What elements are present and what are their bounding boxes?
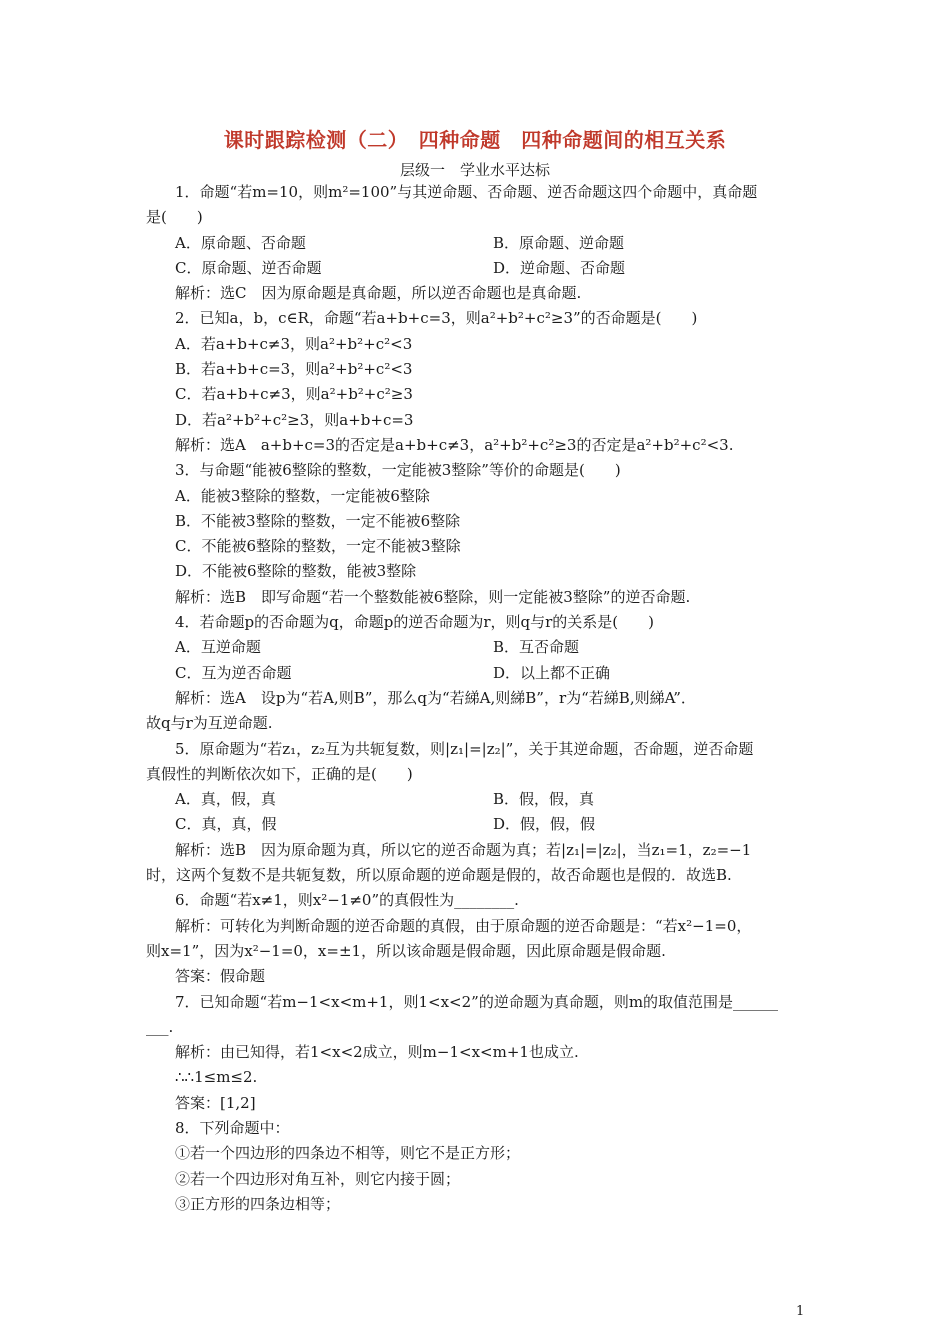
page-title: 课时跟踪检测（二） 四种命题 四种命题间的相互关系 (223, 128, 727, 152)
q4-options-ab (146, 635, 810, 660)
q3-option-b: B．不能被3整除的整数，一定不能被6整除 (175, 511, 461, 530)
q6-answer: 答案：假命题 (175, 967, 266, 986)
q1-option-d: D．逆命题、否命题 (493, 258, 626, 277)
q2-option-d: D．若a²+b²+c²≥3，则a+b+c=3 (175, 410, 414, 429)
q7-stem-line1: 7．已知命题“若m−1<x<m+1，则1<x<2”的逆命题为真命题，则m的取值范围是______ (175, 992, 779, 1011)
q3-option-c: C．不能被6整除的整数，一定不能被3整除 (175, 537, 461, 556)
q6-stem: 6．命题“若x≠1，则x²−1≠0”的真假性为________. (175, 891, 519, 910)
q5-option-c: C．真，真，假 (175, 815, 277, 834)
exercise-content (146, 180, 810, 1217)
q4-option-c: C．互为逆否命题 (175, 663, 292, 682)
q7-solution-line1: 解析：由已知得，若1<x<2成立，则m−1<x<m+1也成立. (175, 1043, 579, 1062)
q4-solution-line1: 解析：选A 设p为“若A,则B”，那么q为“若綈A,则綈B”，r为“若綈B,则綈A”． (175, 688, 696, 707)
q6-solution-line1: 解析：可转化为判断命题的逆否命题的真假，由于原命题的逆否命题是：“若x²−1=0， (175, 916, 752, 935)
q3-stem: 3．与命题“能被6整除的整数，一定能被3整除”等价的命题是( ) (175, 461, 621, 480)
q1-stem-line1: 1．命题“若m=10，则m²=100”与其逆命题、否命题、逆否命题这四个命题中，真命题 (175, 183, 758, 201)
q1-options-ab (146, 231, 810, 256)
q2-option-a: A．若a+b+c≠3，则a²+b²+c²<3 (175, 334, 413, 353)
q5-stem-line1: 5．原命题为“若z₁，z₂互为共轭复数，则|z₁|=|z₂|”，关于其逆命题，否命题，逆否命题 (175, 739, 754, 758)
q5-option-a: A．真，假，真 (175, 790, 276, 809)
q2-option-c: C．若a+b+c≠3，则a²+b²+c²≥3 (175, 385, 413, 404)
q1-option-b: B．原命题、逆命题 (493, 233, 625, 252)
q4-solution-line2: 故q与r为互逆命题. (146, 714, 273, 733)
q8-stem: 8．下列命题中： (175, 1118, 290, 1137)
q7-answer: 答案：[1,2] (175, 1093, 256, 1112)
q1-options-cd (146, 256, 810, 281)
q4-stem: 4．若命题p的否命题为q，命题p的逆否命题为r，则q与r的关系是( ) (175, 613, 654, 632)
q5-stem-line2: 真假性的判断依次如下，正确的是( ) (146, 764, 413, 783)
q8-item-1: ①若一个四边形的四条边不相等，则它不是正方形； (175, 1144, 521, 1163)
q8-item-2: ②若一个四边形对角互补，则它内接于圆； (175, 1169, 461, 1188)
q8-item-3: ③正方形的四条边相等； (175, 1194, 341, 1213)
q5-option-d: D．假，假，假 (493, 815, 596, 834)
q4-option-d: D．以上都不正确 (493, 663, 611, 682)
q7-solution-line2: ∴∴1≤m≤2. (175, 1068, 258, 1087)
q2-option-b: B．若a+b+c=3，则a²+b²+c²<3 (175, 360, 413, 379)
q3-option-d: D．不能被6整除的整数，能被3整除 (175, 562, 417, 581)
q5-options-ab (146, 787, 810, 812)
q1-stem-line2: 是( ) (146, 208, 203, 227)
q5-solution-line1: 解析：选B 因为原命题为真，所以它的逆否命题为真；若|z₁|=|z₂|，当z₁=1，z₂=−1 (175, 840, 752, 859)
q1-solution: 解析：选C 因为原命题是真命题，所以逆否命题也是真命题. (175, 284, 582, 303)
q2-stem: 2．已知a，b，c∈R，命题“若a+b+c=3，则a²+b²+c²≥3”的否命题是( ) (175, 309, 698, 328)
q6-solution-line2: 则x=1”，因为x²−1=0，x=±1，所以该命题是假命题，因此原命题是假命题. (146, 941, 666, 960)
page-number: 1 (796, 1304, 805, 1319)
q5-option-b: B．假，假，真 (493, 790, 595, 809)
q5-options-cd (146, 812, 810, 837)
q2-solution: 解析：选A a+b+c=3的否定是a+b+c≠3，a²+b²+c²≥3的否定是a²+b²+c²<3. (175, 435, 734, 454)
q1-option-c: C．原命题、逆否命题 (175, 258, 322, 277)
q4-option-a: A．互逆命题 (175, 638, 261, 657)
q1-option-a: A．原命题、否命题 (175, 233, 306, 252)
section-subtitle: 层级一 学业水平达标 (399, 161, 550, 179)
q4-options-cd (146, 661, 810, 686)
q7-stem-line2: ___. (146, 1017, 174, 1036)
q3-solution: 解析：选B 即写命题“若一个整数能被6整除，则一定能被3整除”的逆否命题. (175, 587, 691, 606)
q3-option-a: A．能被3整除的整数，一定能被6整除 (175, 486, 430, 505)
q4-option-b: B．互否命题 (493, 638, 580, 657)
q5-solution-line2: 时，这两个复数不是共轭复数，所以原命题的逆命题是假的，故否命题也是假的．故选B. (146, 866, 732, 885)
